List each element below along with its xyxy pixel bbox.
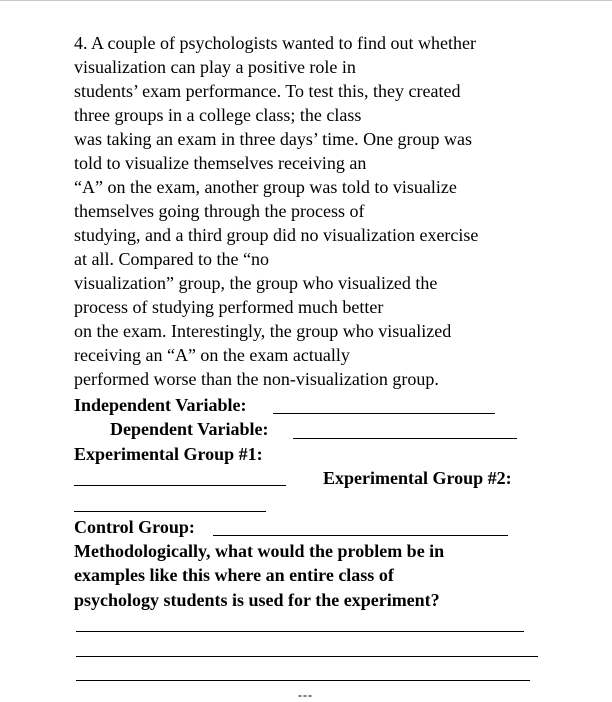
question-line: themselves going through the process of <box>74 201 365 221</box>
answer-line-1[interactable] <box>76 631 524 632</box>
question-line: 4. A couple of psychologists wanted to find out whether <box>74 33 476 53</box>
question-line: “A” on the exam, another group was told to visualize <box>74 177 457 197</box>
followup-line: examples like this where an entire class of <box>74 565 394 585</box>
control-group-label: Control Group: <box>74 517 195 537</box>
question-line: three groups in a college class; the class <box>74 105 362 125</box>
experimental-group-1-blank[interactable] <box>74 485 286 486</box>
question-line: visualization” group, the group who visualized the <box>74 273 438 293</box>
experimental-group-1-label: Experimental Group #1: <box>74 444 263 464</box>
answer-line-2[interactable] <box>76 656 538 657</box>
dependent-variable-blank[interactable] <box>293 438 517 439</box>
control-group-blank[interactable] <box>213 535 508 536</box>
followup-line: psychology students is used for the experiment? <box>74 590 440 610</box>
experimental-group-2-label: Experimental Group #2: <box>323 468 512 488</box>
question-line: on the exam. Interestingly, the group who visualized <box>74 321 452 341</box>
independent-variable-blank[interactable] <box>273 413 495 414</box>
experimental-group-2-blank[interactable] <box>74 511 266 512</box>
question-line: studying, and a third group did no visualization exercise <box>74 225 479 245</box>
dependent-variable-label: Dependent Variable: <box>110 419 269 439</box>
independent-variable-label: Independent Variable: <box>74 395 247 415</box>
question-line: receiving an “A” on the exam actually <box>74 345 350 365</box>
page-top-rule <box>0 0 612 1</box>
question-line: told to visualize themselves receiving an <box>74 153 367 173</box>
question-line: performed worse than the non-visualization group. <box>74 369 439 389</box>
footer-mark: --- <box>298 688 313 702</box>
question-line: was taking an exam in three days’ time. One group was <box>74 129 473 149</box>
question-line: visualization can play a positive role in <box>74 57 356 77</box>
followup-line: Methodologically, what would the problem be in <box>74 541 445 561</box>
question-line: students’ exam performance. To test this, they created <box>74 81 461 101</box>
answer-line-3[interactable] <box>76 680 530 681</box>
question-line: at all. Compared to the “no <box>74 249 269 269</box>
question-line: process of studying performed much better <box>74 297 384 317</box>
